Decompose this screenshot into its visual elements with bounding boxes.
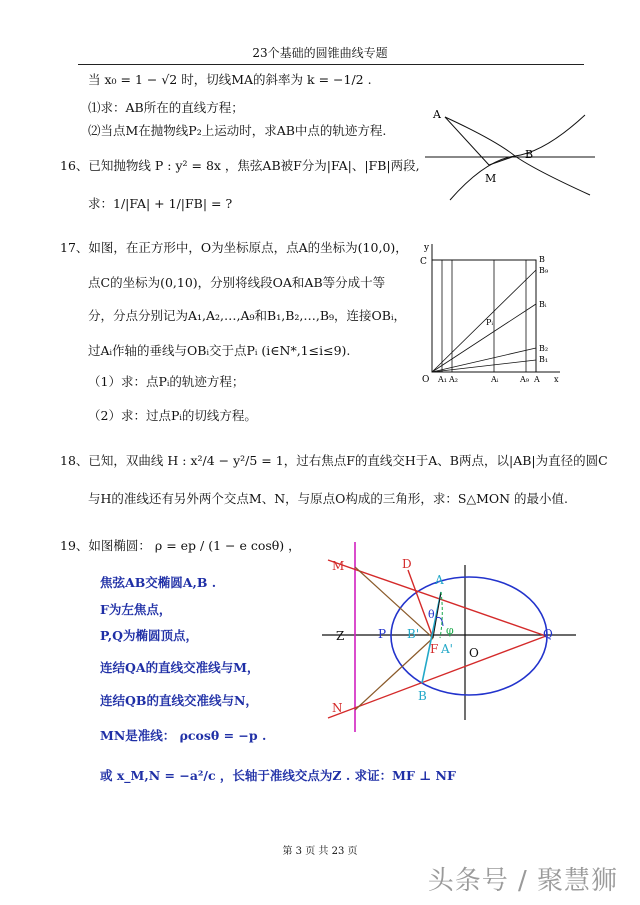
p16-line2: 求：1/|FA| + 1/|FB| = ? — [88, 196, 233, 211]
fig17-label-x: x — [554, 375, 559, 384]
fig19-label-bprime: B' — [407, 627, 420, 641]
p19-line3: F为左焦点， — [100, 602, 172, 617]
fig19-label-f: F — [430, 642, 439, 656]
fig17-ray-b9 — [432, 270, 536, 372]
p19-line8: 或 x_M,N = −a²/c ，长轴于准线交点为Z . 求证：MF ⊥ NF — [100, 768, 456, 783]
p16-line1: 16、已知抛物线 P : y² = 8x ，焦弦AB被F分为|FA|、|FB|两段, — [60, 158, 420, 173]
p17-q2: （2）求：过点Pᵢ的切线方程。 — [88, 408, 257, 423]
fig19-label-z: Z — [336, 629, 345, 643]
fig17-label-b2: B₂ — [539, 344, 549, 353]
fig17-label-a1: A₁ — [438, 375, 447, 384]
p17-q1: （1）求：点Pᵢ的轨迹方程； — [88, 374, 245, 389]
fig19-label-aprime: A' — [441, 642, 453, 656]
fig17-square-diagram — [418, 240, 563, 385]
fig17-label-a: A — [534, 375, 540, 384]
fig17-label-c: C — [420, 257, 427, 267]
p17-line1: 17、如图，在正方形中，O为坐标原点，点A的坐标为(10,0)， — [60, 240, 408, 255]
fig15-label-m: M — [485, 172, 497, 185]
fig19-line-mf — [355, 567, 433, 638]
fig19-label-m: M — [332, 559, 345, 573]
fig17-label-bi: Bᵢ — [539, 300, 547, 309]
fig17-label-b9: B₉ — [539, 266, 549, 275]
fig15-label-a: A — [433, 108, 441, 121]
fig17-ray-b2 — [432, 348, 536, 372]
fig19-label-o: O — [469, 646, 479, 660]
p17-line2: 点C的坐标为(0,10)，分别将线段OA和AB等分成十等 — [88, 275, 386, 290]
p19-line4: P,Q为椭圆顶点， — [100, 628, 199, 643]
fig17-square — [432, 260, 536, 372]
fig19-label-theta: θ — [428, 608, 435, 621]
fig19-label-phi: φ — [446, 624, 454, 637]
p19-line6: 连结QB的直线交准线与N， — [100, 693, 258, 708]
p19-line5: 连结QA的直线交准线与M， — [100, 660, 260, 675]
p19-line7: MN是准线： ρcosθ = −p . — [100, 728, 267, 743]
fig17-label-pi: Pᵢ — [486, 318, 493, 327]
fig19-label-d: D — [402, 557, 412, 571]
fig15-tangent-lines — [445, 117, 515, 165]
header-rule — [78, 64, 584, 65]
p15-q2: ⑵当点M在抛物线P₂上运动时，求AB中点的轨迹方程. — [88, 123, 387, 138]
fig15-parabola-diagram — [425, 100, 595, 210]
fig17-label-o: O — [422, 375, 430, 385]
p18-line1: 18、已知，双曲线 H : x²/4 − y²/5 = 1，过右焦点F的直线交H于A、B两点，以|AB|为直径的圆C — [60, 453, 608, 468]
p19-line2: 焦弦AB交椭圆A,B . — [100, 575, 217, 590]
fig15-label-b: B — [525, 148, 534, 161]
p17-line4: 过Aᵢ作轴的垂线与OBᵢ交于点Pᵢ (i∈N*,1≤i≤9). — [88, 343, 351, 358]
p19-line1: 19、如图椭圆： ρ = ep / (1 − e cosθ) ， — [60, 538, 301, 553]
p17-line3: 分，分点分别记为A₁,A₂,…,A₉和B₁,B₂,…,B₉，连接OBᵢ， — [88, 308, 406, 323]
fig17-label-a9: A₉ — [520, 375, 529, 384]
fig17-label-b: B — [539, 255, 545, 264]
p15-q1: ⑴求：AB所在的直线方程； — [88, 100, 244, 115]
fig19-ellipse-diagram — [318, 540, 583, 735]
p15-line1: 当 x₀ = 1 − √2 时，切线MA的斜率为 k = −1/2 . — [88, 72, 372, 87]
fig19-label-q: Q — [543, 627, 553, 641]
p18-line2: 与H的准线还有另外两个交点M、N，与原点O构成的三角形，求：S△MON 的最小值. — [88, 491, 568, 506]
page-header: 23个基础的圆锥曲线专题 — [252, 46, 388, 60]
fig19-label-n: N — [332, 701, 343, 715]
fig19-label-p: P — [378, 627, 387, 641]
fig17-label-b1: B₁ — [539, 355, 549, 364]
fig19-label-b: B — [418, 689, 427, 703]
page-footer: 第 3 页 共 23 页 — [282, 846, 358, 857]
fig17-label-y: y — [424, 243, 430, 253]
fig17-label-ai: Aᵢ — [491, 375, 499, 384]
fig19-label-a: A — [435, 573, 444, 587]
fig17-label-a2: A₂ — [449, 375, 458, 384]
watermark: 头条号 / 聚慧狮 — [427, 866, 618, 896]
